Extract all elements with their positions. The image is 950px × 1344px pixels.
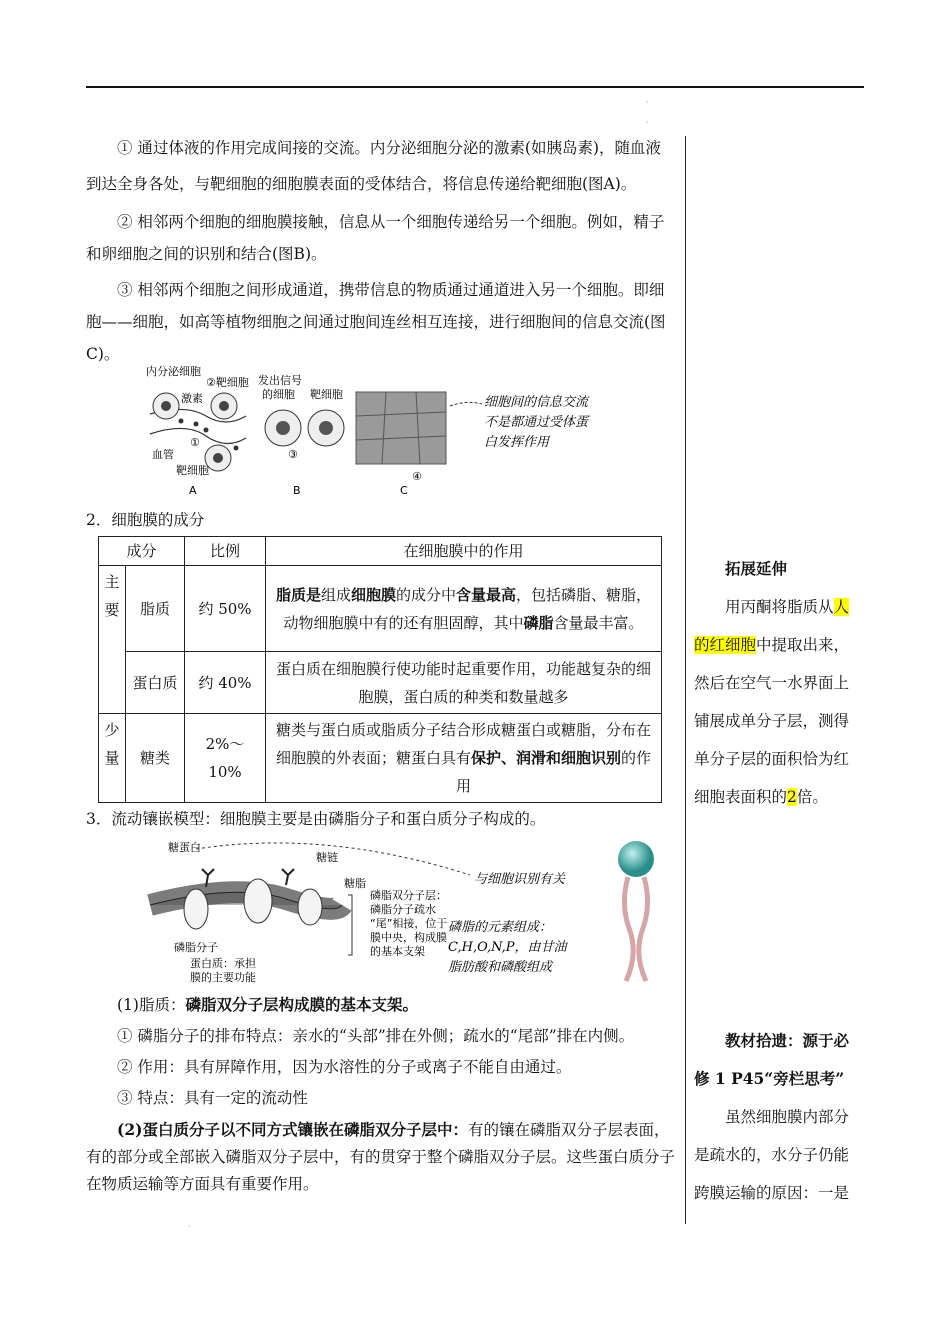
sidebar-extension-body: 用丙酮将脂质从人的红细胞中提取出来，然后在空气一水界面上铺展成单分子层，测得单分子层的面积恰为红细胞表面积的2倍。 [694,598,850,806]
sidebar-extension [694,550,864,816]
note-line-1: 细胞间的信息交流 [484,395,589,410]
figure-fluid-mosaic [86,835,676,987]
label-glycoprotein: 糖蛋白 [168,841,201,854]
label-hormone: 激素 [181,392,203,405]
row-lipid-name: 脂质 [126,566,185,652]
row-protein-desc: 蛋白质在细胞膜行使功能时起重要作用，功能越复杂的细胞膜，蛋白质的种类和数量越多 [266,652,662,714]
note-line-3: 白发挥作用 [484,435,550,450]
label-endocrine: 内分泌细胞 [146,365,201,378]
label-protein: 蛋白质：承担 [190,957,256,970]
note-element-3: 脂肪酸和磷酸组成 [448,960,553,975]
para-arrangement: ① 磷脂分子的排布特点：亲水的“头部”排在外侧；疏水的“尾部”排在内侧。 [117,1027,635,1045]
label-signal: 发出信号 [258,374,302,387]
label-phospholipid: 磷脂分子 [174,941,218,954]
label-signal-cell: 的细胞 [262,388,295,401]
phospholipid-tail-2 [639,877,648,981]
figure-signaling [86,365,676,497]
sidebar-extension-title: 拓展延伸 [725,559,788,578]
bilayer-line-2: 磷脂分子疏水 [370,903,436,916]
header-rule [86,86,864,88]
th-function: 在细胞膜中的作用 [266,537,662,566]
para-lipid: (1)脂质：磷脂双分子层构成膜的基本支架。 [117,995,418,1014]
row-lipid-ratio: 约 50% [185,566,266,652]
bilayer-line-4: 膜中央，构成膜 [370,931,447,944]
protein-3 [298,889,322,925]
label-vessel: 血管 [152,448,174,461]
figure-signaling-svg [86,365,676,497]
row-protein-ratio: 约 40% [185,652,266,714]
mark: · [646,118,649,127]
bilayer-line-1: 磷脂双分子层： [370,889,447,902]
label-target: 靶细胞 [176,464,209,477]
para-function: ② 作用：具有屏障作用，因为水溶性的分子或离子不能自由通过。 [117,1058,572,1076]
main-column [86,128,676,1198]
phospholipid-tail-1 [624,877,633,981]
note-element-1: 磷脂的元素组成： [448,920,553,935]
group-main: 主要 [99,566,126,714]
label-B: B [293,484,301,497]
sidebar-textbook-title: 教材拾遗：源于必修 1 P45“旁栏思考” [694,1031,850,1088]
protein-2 [244,879,272,923]
label-1: ① [190,436,200,449]
para-channel: ③ 相邻两个细胞之间形成通道，携带信息的物质通过通道进入另一个细胞。即细胞——细胞，如高等植物细胞之间通过胞间连丝相互连接，进行细胞间的信息交流(图C)。 [86,281,666,363]
label-4: ④ [412,470,422,483]
group-minor: 少量 [99,714,126,803]
label-target-2: ②靶细胞 [206,376,249,389]
bilayer-line-5: 的基本支架 [370,945,425,958]
section-2-heading: 2．细胞膜的成分 [86,511,205,529]
protein-1 [184,889,208,929]
label-3: ③ [288,448,298,461]
para-protein: (2)蛋白质分子以不同方式镶嵌在磷脂双分子层中：有的镶在磷脂双分子层表面，有的部分或全部嵌入磷脂双分子层中，有的贯穿于整个磷脂双分子层。这些蛋白质分子在物质运输等方面具有重要作用。 [86,1120,676,1193]
th-ratio: 比例 [185,537,266,566]
sidebar-textbook [694,1022,864,1212]
para-contact: ② 相邻两个细胞的细胞膜接触，信息从一个细胞传递给另一个细胞。例如，精子和卵细胞之间的识别和结合(图B)。 [86,213,665,263]
row-sugar-desc: 糖类与蛋白质或脂质分子结合形成糖蛋白或糖脂，分布在细胞膜的外表面；糖蛋白具有保护、润滑和细胞识别的作用 [266,714,662,803]
row-sugar-ratio: 2%～10% [185,714,266,803]
note-recognition: 与细胞识别有关 [474,872,566,887]
sidebar-textbook-body: 虽然细胞膜内部分是疏水的，水分子仍能跨膜运输的原因：一是 [694,1108,850,1202]
label-glycolipid: 糖脂 [344,877,366,890]
bilayer-line-3: “尾”相接，位于 [370,917,448,930]
label-C: C [400,484,408,497]
mark: · [188,1222,191,1231]
section-3-heading: 3．流动镶嵌模型：细胞膜主要是由磷脂分子和蛋白质分子构成的。 [86,810,546,828]
th-component: 成分 [99,537,185,566]
figure-fluid-mosaic-svg [86,835,676,987]
para-feature: ③ 特点：具有一定的流动性 [117,1089,308,1107]
plant-tissue [356,392,446,464]
mark: · [646,98,649,107]
note-line-2: 不是都通过受体蛋 [484,415,589,430]
label-protein-function: 膜的主要功能 [190,971,256,984]
note-element-2: C,H,O,N,P，由甘油 [448,940,567,955]
label-A: A [189,484,197,497]
phospholipid-head [618,841,654,877]
row-protein-name: 蛋白质 [126,652,185,714]
label-target-b: 靶细胞 [310,388,343,401]
row-sugar-name: 糖类 [126,714,185,803]
membrane-composition-table [98,536,662,803]
para-indirect: ① 通过体液的作用完成间接的交流。内分泌细胞分泌的激素(如胰岛素)，随血液到达全身各处，与靶细胞的细胞膜表面的受体结合，将信息传递给靶细胞(图A)。 [86,139,662,193]
label-sugar-chain: 糖链 [316,851,338,864]
row-lipid-desc: 脂质是组成细胞膜的成分中含量最高，包括磷脂、糖脂，动物细胞膜中有的还有胆固醇，其中磷脂含量最丰富。 [266,566,662,652]
margin-divider [685,136,686,1224]
